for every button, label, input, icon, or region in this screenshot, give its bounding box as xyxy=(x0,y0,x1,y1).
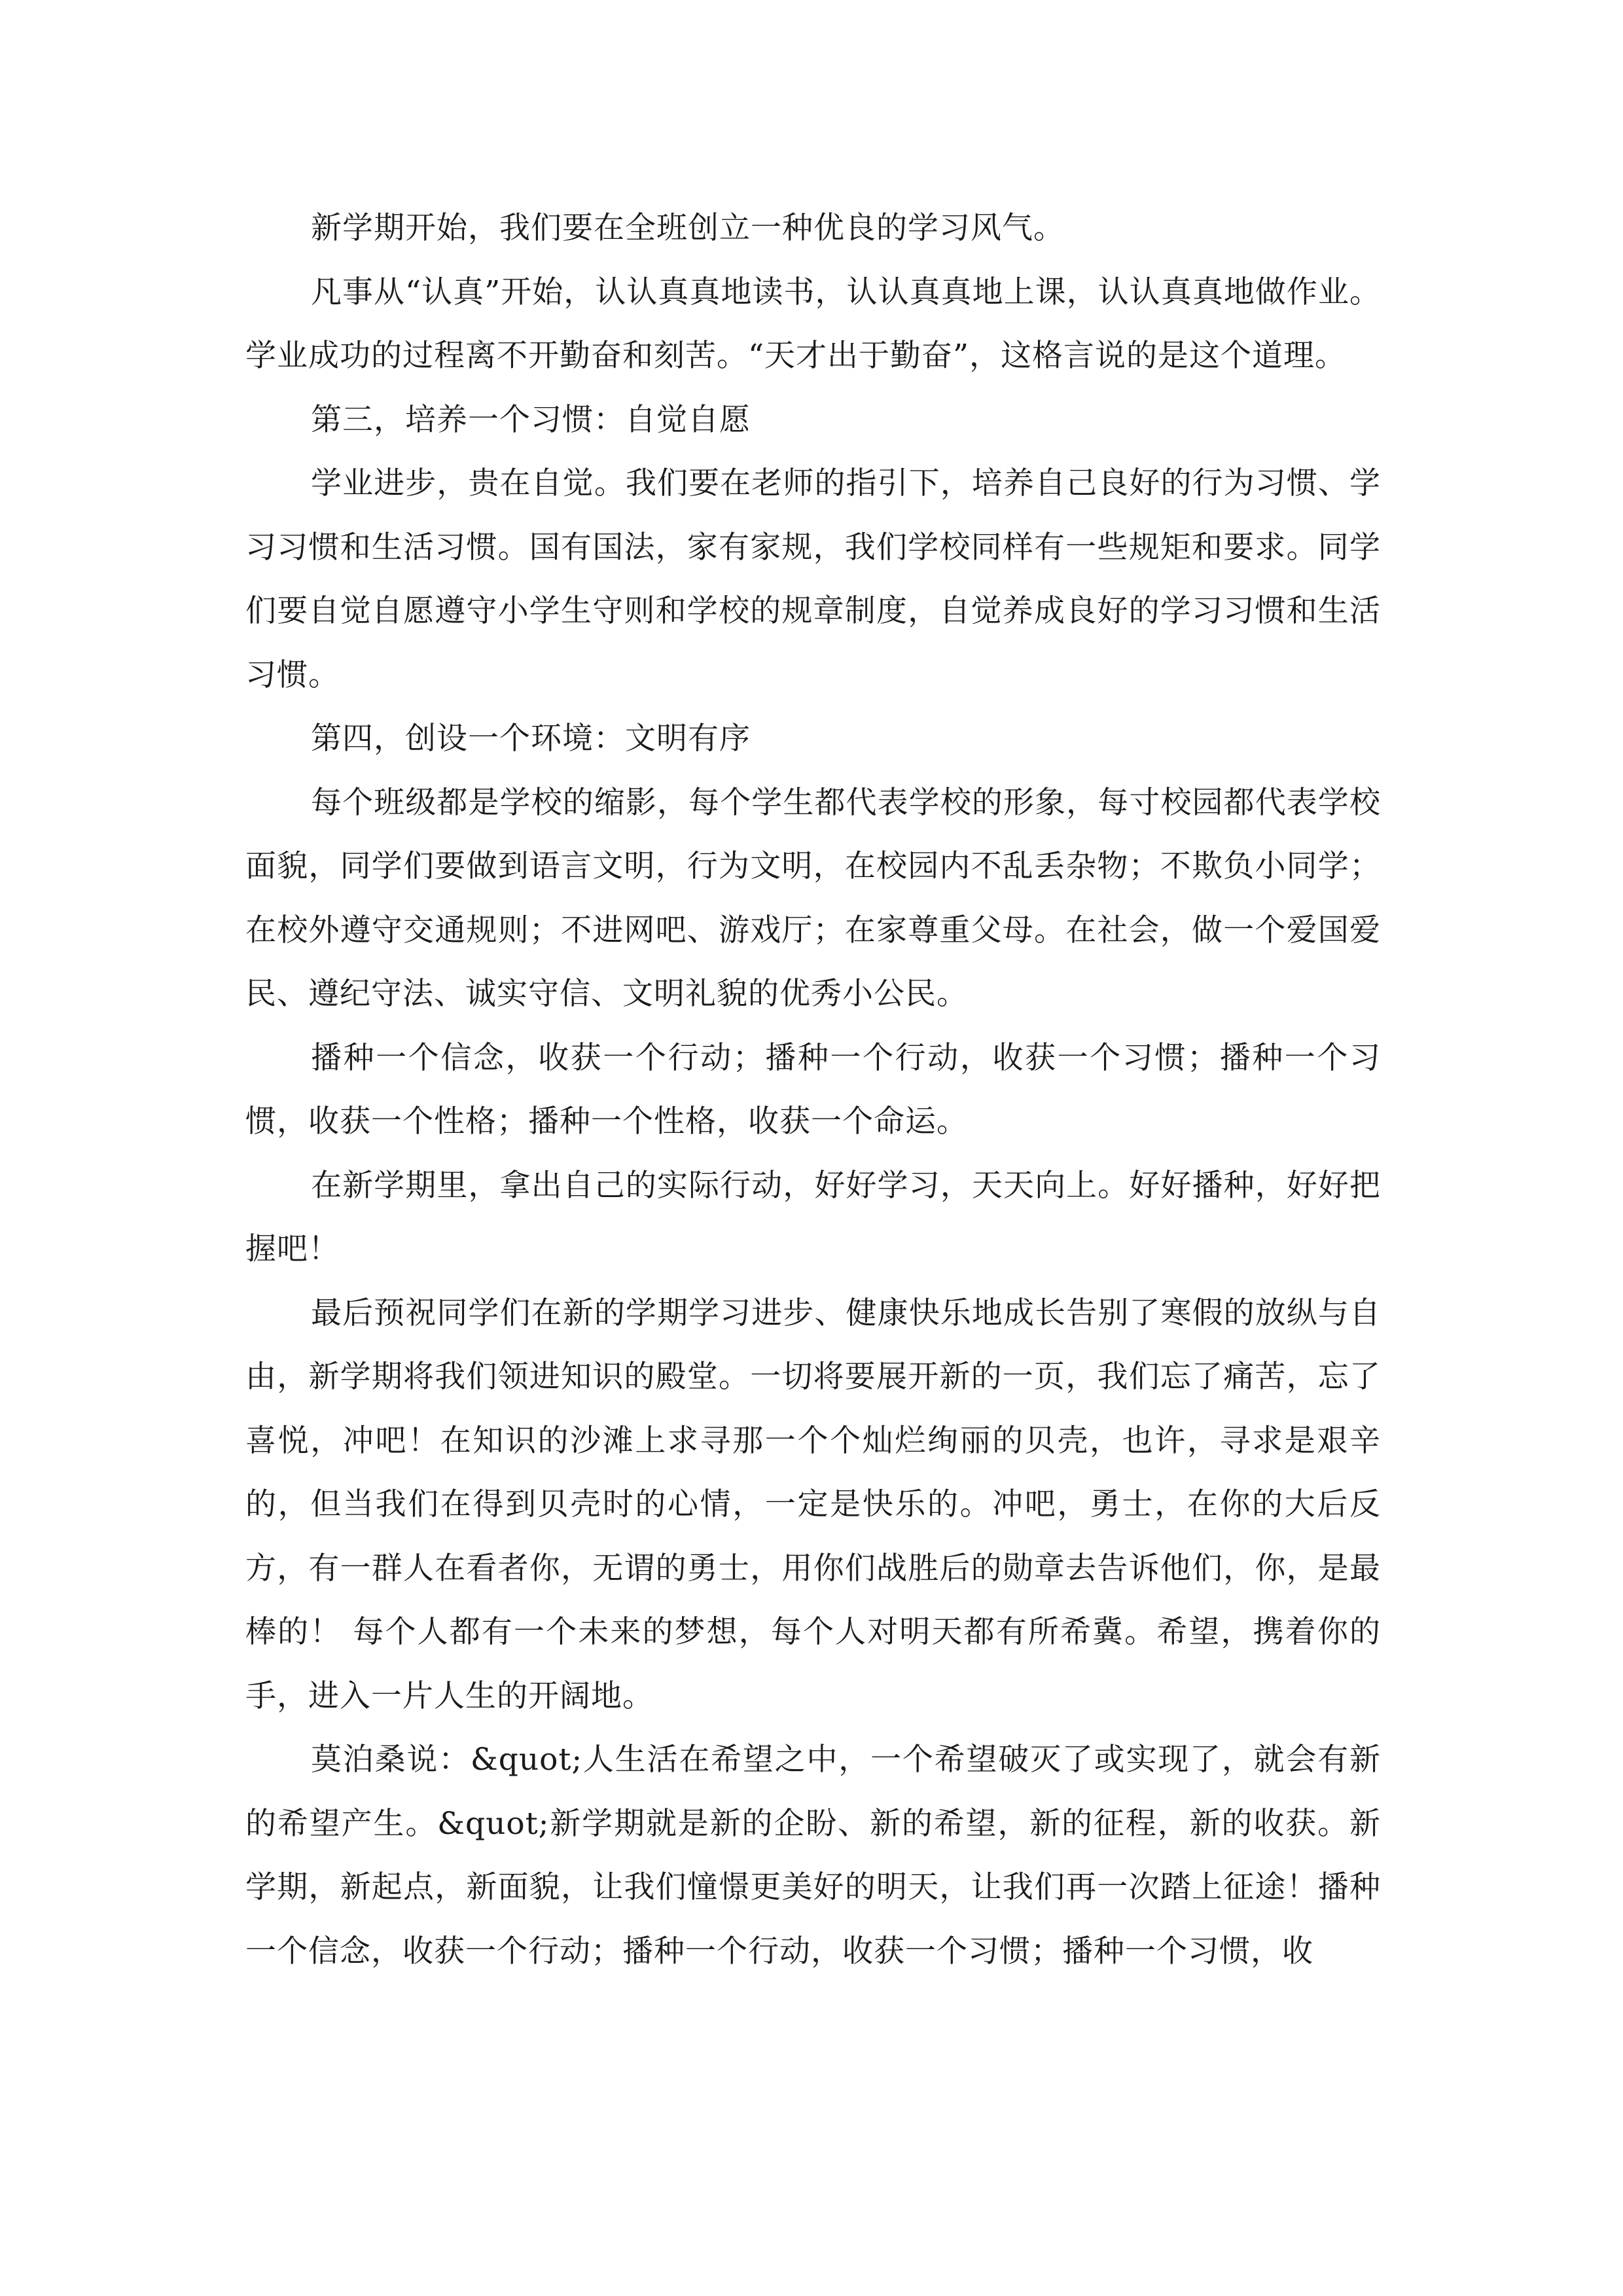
paragraph: 每个班级都是学校的缩影，每个学生都代表学校的形象，每寸校园都代表学校面貌，同学们要做到语言文明，行为文明，在校园内不乱丢杂物；不欺负小同学；在校外遵守交通规则；不进网吧、游戏厅；在家尊重父母。在社会，做一个爱国爱民、遵纪守法、诚实守信、文明礼貌的优秀小公民。 xyxy=(245,784,1381,1012)
paragraph: 新学期开始，我们要在全班创立一种优良的学习风气。 xyxy=(311,210,1065,246)
paragraph: 莫泊桑说：&quot;人生活在希望之中，一个希望破灭了或实现了，就会有新的希望产生。&quot;新学期就是新的企盼、新的希望，新的征程，新的收获。新学期，新起点，新面貌，让我们憧憬更美好的明天，让我们再一次踏上征途！播种一个信念，收获一个行动；播种一个行动，收获一个习惯；播种一个习惯，收 xyxy=(245,1742,1381,1969)
paragraph: 在新学期里，拿出自己的实际行动，好好学习，天天向上。好好播种，好好把握吧！ xyxy=(245,1167,1381,1267)
document-body xyxy=(245,196,1381,1983)
section-heading: 第四，创设一个环境：文明有序 xyxy=(311,721,751,757)
paragraph: 凡事从“认真”开始，认认真真地读书，认认真真地上课，认认真真地做作业。学业成功的过程离不开勤奋和刻苦。“天才出于勤奋”，这格言说的是这个道理。 xyxy=(245,274,1381,374)
paragraph: 播种一个信念，收获一个行动；播种一个行动，收获一个习惯；播种一个习惯，收获一个性格；播种一个性格，收获一个命运。 xyxy=(245,1039,1381,1139)
paragraph: 学业进步，贵在自觉。我们要在老师的指引下，培养自己良好的行为习惯、学习习惯和生活习惯。国有国法，家有家规，我们学校同样有一些规矩和要求。同学们要自觉自愿遵守小学生守则和学校的规章制度，自觉养成良好的学习习惯和生活习惯。 xyxy=(245,465,1381,693)
paragraph: 最后预祝同学们在新的学期学习进步、健康快乐地成长告别了寒假的放纵与自由，新学期将我们领进知识的殿堂。一切将要展开新的一页，我们忘了痛苦，忘了喜悦，冲吧！在知识的沙滩上求寻那一个个灿烂绚丽的贝壳，也许，寻求是艰辛的，但当我们在得到贝壳时的心情，一定是快乐的。冲吧，勇士，在你的大后反方，有一群人在看者你，无谓的勇士，用你们战胜后的勋章去告诉他们，你，是最棒的！ 每个人都有一个未来的梦想，每个人对明天都有所希冀。希望，携着你的手，进入一片人生的开阔地。 xyxy=(245,1295,1381,1714)
section-heading: 第三，培养一个习惯：自觉自愿 xyxy=(311,401,751,438)
